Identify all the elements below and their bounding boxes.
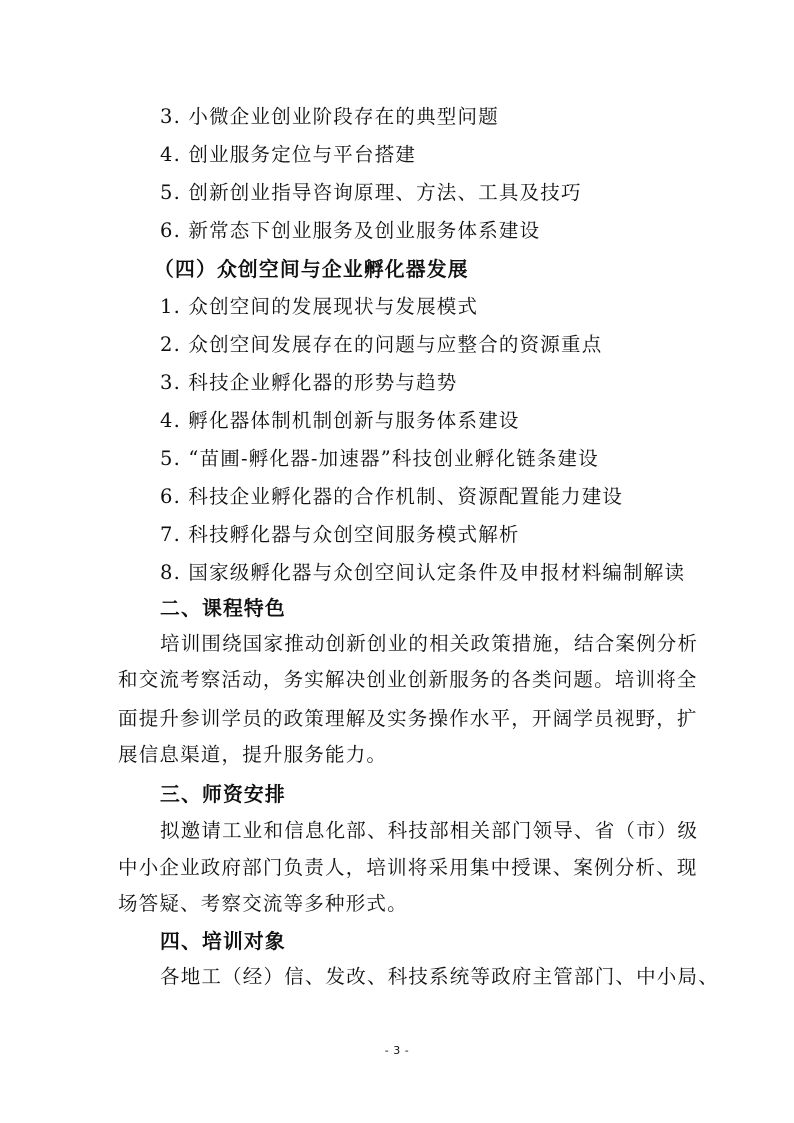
list-item: 6. 科技企业孵化器的合作机制、资源配置能力建设 (160, 485, 624, 508)
list-item: 1. 众创空间的发展现状与发展模式 (160, 295, 479, 318)
paragraph-line: 培训围绕国家推动创新创业的相关政策措施，结合案例分析 (160, 632, 699, 655)
list-item: 4. 创业服务定位与平台搭建 (160, 143, 417, 166)
section-subheading: （四）众创空间与企业孵化器发展 (154, 257, 469, 281)
section-heading-faculty: 三、师资安排 (160, 782, 286, 806)
list-item: 5. “苗圃-孵化器-加速器”科技创业孵化链条建设 (160, 447, 599, 470)
section-heading-course-features: 二、课程特色 (160, 596, 286, 620)
list-item: 8. 国家级孵化器与众创空间认定条件及申报材料编制解读 (160, 561, 686, 584)
paragraph-line: 拟邀请工业和信息化部、科技部相关部门领导、省（市）级 (160, 819, 699, 842)
list-item: 2. 众创空间发展存在的问题与应整合的资源重点 (160, 333, 603, 356)
list-item: 6. 新常态下创业服务及创业服务体系建设 (160, 219, 541, 242)
paragraph-line: 场答疑、考察交流等多种形式。 (118, 892, 408, 915)
page-number: - 3 - (384, 1044, 410, 1057)
paragraph-line: 各地工（经）信、发改、科技系统等政府主管部门、中小局、 (160, 965, 719, 988)
paragraph-line: 展信息渠道，提升服务能力。 (118, 743, 388, 766)
paragraph-line: 中小企业政府部门负责人，培训将采用集中授课、案例分析、现 (118, 856, 698, 879)
list-item: 5. 创新创业指导咨询原理、方法、工具及技巧 (160, 181, 582, 204)
list-item: 3. 小微企业创业阶段存在的典型问题 (160, 105, 499, 128)
section-heading-audience: 四、培训对象 (160, 929, 286, 953)
paragraph-line: 和交流考察活动，务实解决创业创新服务的各类问题。培训将全 (118, 668, 698, 691)
list-item: 7. 科技孵化器与众创空间服务模式解析 (160, 523, 520, 546)
list-item: 3. 科技企业孵化器的形势与趋势 (160, 371, 458, 394)
paragraph-line: 面提升参训学员的政策理解及实务操作水平，开阔学员视野，扩 (118, 707, 698, 730)
list-item: 4. 孵化器体制机制创新与服务体系建设 (160, 409, 520, 432)
